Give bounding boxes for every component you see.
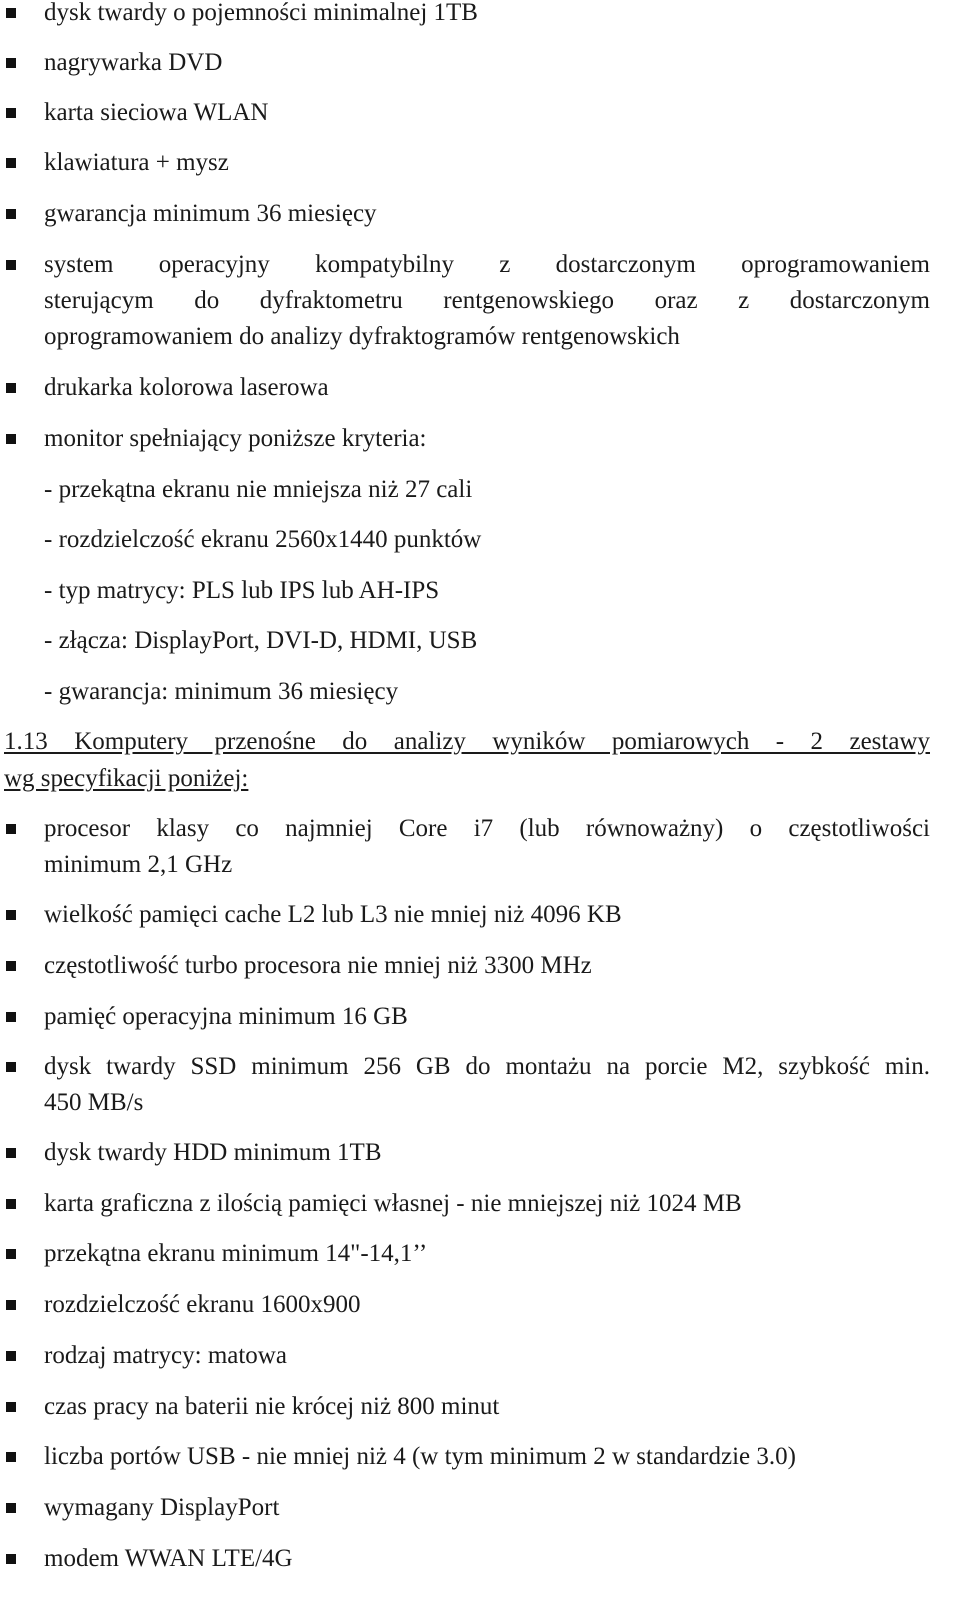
list-item-text: monitor spełniający poniższe kryteria: (44, 425, 427, 452)
square-bullet-icon (6, 108, 16, 118)
square-bullet-icon (6, 1402, 16, 1412)
square-bullet-icon (6, 158, 16, 168)
square-bullet-icon (6, 209, 16, 219)
list-item-text-line: system operacyjny kompatybilny z dostarczonym oprogramowaniem (44, 251, 930, 278)
square-bullet-icon (6, 1249, 16, 1259)
monitor-criterion: - rozdzielczość ekranu 2560x1440 punktów (44, 526, 482, 553)
list-item-text: częstotliwość turbo procesora nie mniej niż 3300 MHz (44, 952, 592, 979)
monitor-criterion: - typ matrycy: PLS lub IPS lub AH-IPS (44, 577, 440, 604)
list-item-text-line: dysk twardy SSD minimum 256 GB do montażu na porcie M2, szybkość min. (44, 1053, 930, 1080)
square-bullet-icon (6, 1554, 16, 1564)
square-bullet-icon (6, 1452, 16, 1462)
square-bullet-icon (6, 961, 16, 971)
square-bullet-icon (6, 1300, 16, 1310)
square-bullet-icon (6, 1503, 16, 1513)
list-item-text: dysk twardy HDD minimum 1TB (44, 1139, 382, 1166)
square-bullet-icon (6, 1012, 16, 1022)
list-item-text: modem WWAN LTE/4G (44, 1545, 293, 1572)
list-item-text-line: oprogramowaniem do analizy dyfraktogramów rentgenowskich (44, 323, 680, 350)
monitor-criterion: - przekątna ekranu nie mniejsza niż 27 cali (44, 476, 473, 503)
square-bullet-icon (6, 910, 16, 920)
list-item-text-line: sterującym do dyfraktometru rentgenowskiego oraz z dostarczonym (44, 287, 930, 314)
list-item-text: rozdzielczość ekranu 1600x900 (44, 1291, 361, 1318)
square-bullet-icon (6, 1199, 16, 1209)
square-bullet-icon (6, 434, 16, 444)
list-item-text: pamięć operacyjna minimum 16 GB (44, 1003, 408, 1030)
monitor-criterion: - złącza: DisplayPort, DVI-D, HDMI, USB (44, 627, 478, 654)
list-item-text: klawiatura + mysz (44, 149, 229, 176)
square-bullet-icon (6, 58, 16, 68)
square-bullet-icon (6, 8, 16, 18)
square-bullet-icon (6, 383, 16, 393)
list-item-text: dysk twardy o pojemności minimalnej 1TB (44, 0, 478, 26)
list-item-text: wymagany DisplayPort (44, 1494, 280, 1521)
list-item-text: gwarancja minimum 36 miesięcy (44, 200, 377, 227)
square-bullet-icon (6, 260, 16, 270)
square-bullet-icon (6, 1351, 16, 1361)
list-item-text: przekątna ekranu minimum 14"-14,1’’ (44, 1240, 428, 1267)
list-item-text-line: minimum 2,1 GHz (44, 851, 233, 878)
list-item-text: drukarka kolorowa laserowa (44, 374, 329, 401)
list-item-text: czas pracy na baterii nie krócej niż 800 minut (44, 1393, 500, 1420)
list-item-text: karta sieciowa WLAN (44, 99, 269, 126)
square-bullet-icon (6, 824, 16, 834)
square-bullet-icon (6, 1148, 16, 1158)
list-item-text-line: procesor klasy co najmniej Core i7 (lub równoważny) o częstotliwości (44, 815, 930, 842)
list-item-text: liczba portów USB - nie mniej niż 4 (w tym minimum 2 w standardzie 3.0) (44, 1443, 796, 1470)
section-heading-line: wg specyfikacji poniżej: (4, 765, 249, 792)
square-bullet-icon (6, 1062, 16, 1072)
list-item-text: nagrywarka DVD (44, 49, 223, 76)
list-item-text-line: 450 MB/s (44, 1089, 144, 1116)
list-item-text: rodzaj matrycy: matowa (44, 1342, 287, 1369)
list-item-text: wielkość pamięci cache L2 lub L3 nie mniej niż 4096 KB (44, 901, 622, 928)
section-heading-line: 1.13 Komputery przenośne do analizy wyników pomiarowych - 2 zestawy (4, 728, 930, 755)
monitor-criterion: - gwarancja: minimum 36 miesięcy (44, 678, 399, 705)
list-item-text: karta graficzna z ilością pamięci własnej - nie mniejszej niż 1024 MB (44, 1190, 742, 1217)
